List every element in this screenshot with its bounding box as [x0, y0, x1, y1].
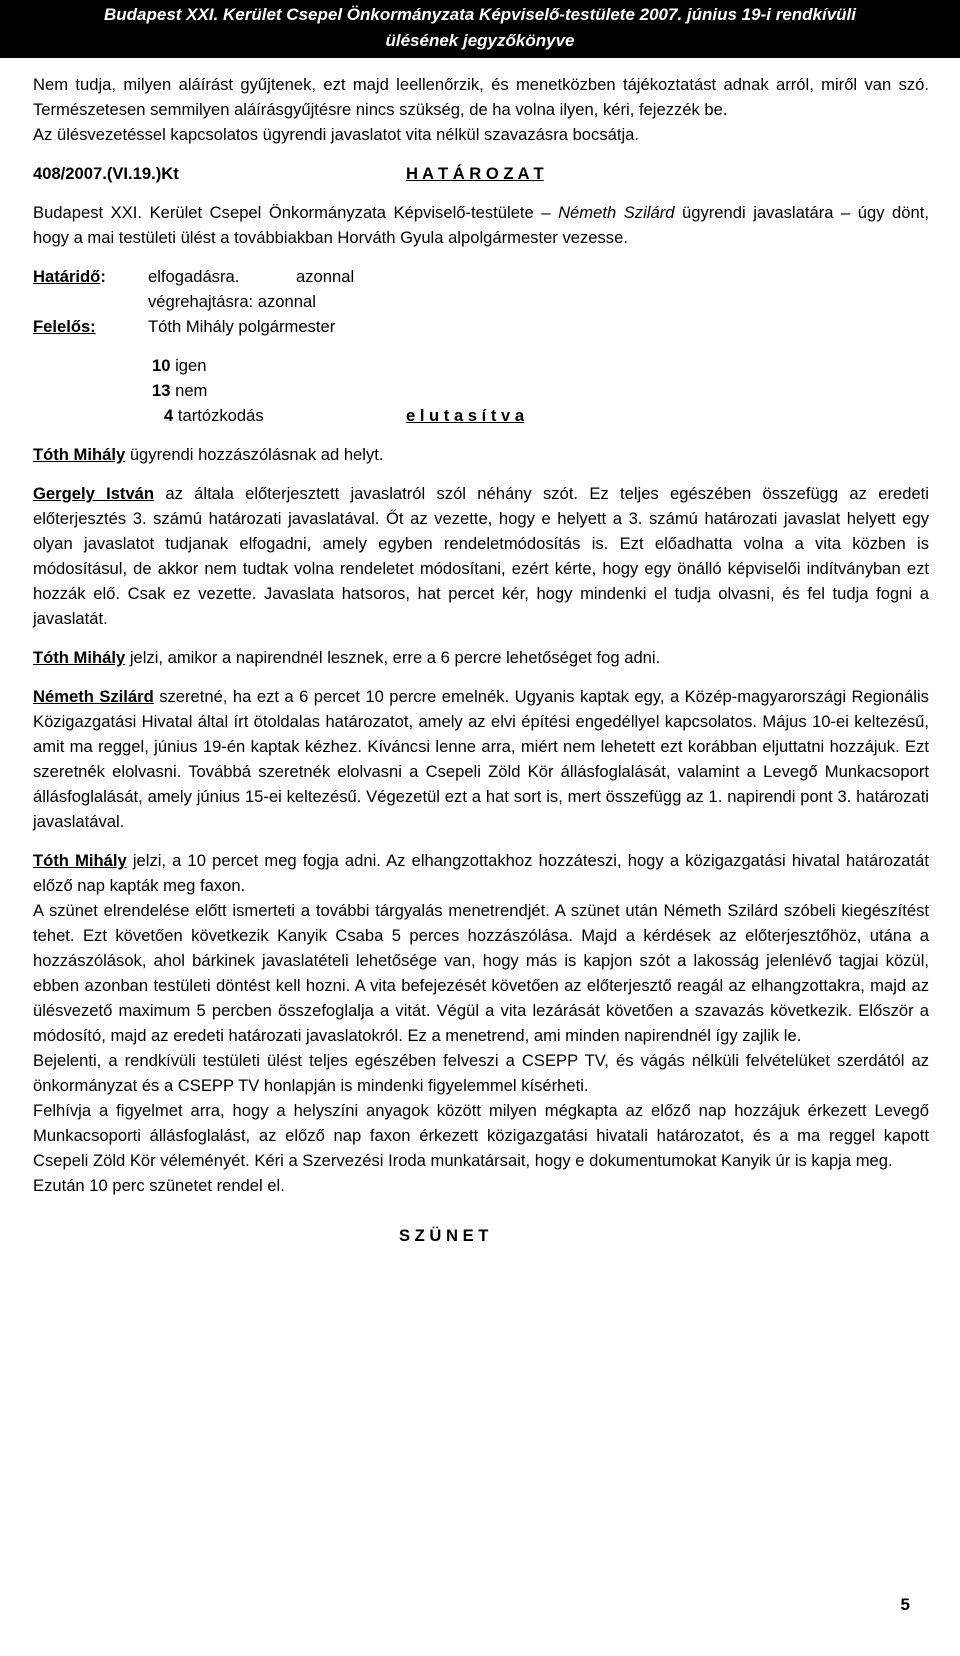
- responsible-value: Tóth Mihály polgármester: [148, 317, 336, 336]
- responsible-label: Felelős:: [33, 317, 96, 336]
- deadline-row-2: [33, 289, 929, 314]
- paragraph: [33, 481, 929, 631]
- resolution-text: [33, 200, 929, 250]
- paragraph-text: szeretné, ha ezt a 6 percet 10 percre emelnék. Ugyanis kaptak egy, a Közép-magyarországi Regionális Közigazgatási Hivatal által írt ötoldalas határozatot, amely az elvi építési engedéllyel kapcsolatos. Május 10-ei keltezésű, amit ma reggel, június 19-én kaptak kézhez. Kíváncsi lenne arra, miért nem lehetett ezt korábban eljuttatni hozzájuk. Ezt szeretnék elolvasni. Továbbá szeretnék elolvasni a Csepeli Zöld Kör állásfoglalását, valamint a Levegő Munkacsoport állásfoglalását, amely június 15-ei keltezésű. Végezetül ezt a hat sort is, mert összefügg az 1. napirendi pont 3. határozati javaslatával.: [33, 687, 929, 831]
- resolution-number: 408/2007.(VI.19.)Kt: [33, 164, 179, 183]
- deadline-row: [33, 264, 929, 289]
- document-body: [33, 72, 929, 1248]
- deadline-label-group: [33, 264, 148, 289]
- paragraph-text: jelzi, amikor a napirendnél lesznek, erre a 6 percre lehetőséget fog adni.: [129, 648, 661, 667]
- closing-paragraph: Felhívja a figyelmet arra, hogy a helyszíni anyagok között milyen mégkapta az előző nap hozzájuk érkezett Levegő Munkacsoporti állásfoglalást, az előző nap faxon érkezett közigazgatási hivatali határozatot, és a ma reggel kapott Csepeli Zöld Kör véleményét. Kéri a Szervezési Iroda munkatársait, hogy e dokumentumokat Kanyik úr is kapja meg.: [33, 1101, 929, 1170]
- proposer-name: Németh Szilárd: [558, 203, 675, 222]
- intro-paragraph: Nem tudja, milyen aláírást gyűjtenek, ezt majd leellenőrzik, és menetközben tájékoztatást adnak arról, miről van szó. Természetesen semmilyen aláírásgyűjtésre nincs szükség, de ha volna ilyen, kéri, fejezzék be.: [33, 75, 929, 119]
- closing-paragraph: A szünet elrendelése előtt ismerteti a további tárgyalás menetrendjét. A szünet után Németh Szilárd szóbeli kiegészítést tehet. Ezt követően következik Kanyik Csaba 5 perces hozzászólása. Majd a kérdések az előterjesztőhöz, utána a hozzászólások, ahol bárkinek javaslatételi lehetősége van, hogy más is kapjon szót a lakosság jelenlévő tagjai közül, ebben azonban testületi döntést kell hozni. A vita befejezését követően az előterjesztő reagál az elhangzottakra, majd az ülésvezető maximum 5 percben összefoglalja a vitát. Végül a vita lezárását követően a szavazás következik. Először a módosító, majd az eredeti határozati javaslatokról. Ez a menetrend, ami minden napirendnél így zajlik le.: [33, 901, 929, 1045]
- vote-yes-label: igen: [175, 356, 207, 375]
- paragraph-text: az általa előterjesztett javaslatról szól néhány szót. Ez teljes egészében összefügg az eredeti előterjesztés 3. számú határozati javaslatával. Őt az vezette, hogy e helyett a 3. számú határozati javaslat helyett egy olyan javaslatot tudjanak elfogadni, amely egyben rendeletmódosítás is. Ezt előadhatta volna a vita közben is módosításul, de akkor nem tudtak volna rendeletet módosítani, ezért kérte, hogy egy önálló képviselői indítványban ezt hozzák elő. Csak ez vezette. Javaslata hatsoros, hat percet kér, hogy mindenki el tudja olvasni, és fel tudja fogni a javaslatát.: [33, 484, 929, 628]
- vote-result: e l u t a s í t v a: [406, 406, 525, 425]
- closing-paragraph: Ezután 10 perc szünetet rendel el.: [33, 1176, 285, 1195]
- resolution-title: H A T Á R O Z A T: [406, 164, 544, 183]
- deadline-line-2: végrehajtásra: azonnal: [148, 292, 316, 311]
- document-header: [0, 0, 960, 58]
- resolution-heading: [33, 161, 929, 186]
- responsible-row: [33, 314, 929, 339]
- header-title-line-1: Budapest XXI. Kerület Csepel Önkormányzata Képviselő-testülete 2007. június 19-i rendkívüli: [103, 5, 857, 24]
- paragraph: [33, 848, 929, 898]
- paragraph-text: jelzi, a 10 percet meg fogja adni. Az elhangzottakhoz hozzáteszi, hogy a közigazgatási hivatal határozatát előző nap kapták meg faxon.: [33, 851, 929, 895]
- page-number: 5: [900, 1595, 910, 1614]
- speaker-name: Tóth Mihály: [33, 445, 126, 464]
- deadline-colon: :: [100, 267, 106, 286]
- speaker-name: Gergely István: [33, 484, 155, 503]
- speaker-name: Tóth Mihály: [33, 648, 126, 667]
- paragraph: [33, 645, 929, 670]
- vote-abstain-label: tartózkodás: [177, 406, 264, 425]
- speaker-name: Németh Szilárd: [33, 687, 154, 706]
- vote-abstain-row: [33, 403, 929, 428]
- deadline-line-1-b: azonnal: [296, 267, 355, 286]
- vote-no-count: 13: [152, 381, 171, 400]
- resolution-text-a: Budapest XXI. Kerület Csepel Önkormányzata Képviselő-testülete –: [33, 203, 551, 222]
- closing-paragraph: Bejelenti, a rendkívüli testületi ülést teljes egészében felveszi a CSEPP TV, és vágás nélküli felvételüket szerdától az önkormányzat és a CSEPP TV honlapján is mindenki figyelemmel kísérheti.: [33, 1051, 929, 1095]
- vote-no-label: nem: [175, 381, 208, 400]
- vote-abstain-count: 4: [164, 406, 174, 425]
- speaker-name: Tóth Mihály: [33, 851, 127, 870]
- vote-no-row: [33, 378, 929, 403]
- vote-yes-row: [33, 353, 929, 378]
- header-title-line-2: ülésének jegyzőkönyve: [385, 31, 575, 50]
- vote-call-paragraph: Az ülésvezetéssel kapcsolatos ügyrendi javaslatot vita nélkül szavazásra bocsátja.: [33, 125, 639, 144]
- resolution-text-b: ügyrendi javaslatára – úgy dönt, hogy a mai testületi ülést a továbbiakban Horváth Gyula alpolgármester vezesse.: [33, 203, 929, 247]
- vote-yes-count: 10: [152, 356, 171, 375]
- deadline-label: Határidő: [33, 267, 101, 286]
- paragraph: [33, 442, 929, 467]
- break-title: S Z Ü N E T: [399, 1226, 489, 1245]
- paragraph-text: ügyrendi hozzászólásnak ad helyt.: [129, 445, 384, 464]
- paragraph: [33, 684, 929, 834]
- deadline-line-1-a: elfogadásra.: [148, 267, 240, 286]
